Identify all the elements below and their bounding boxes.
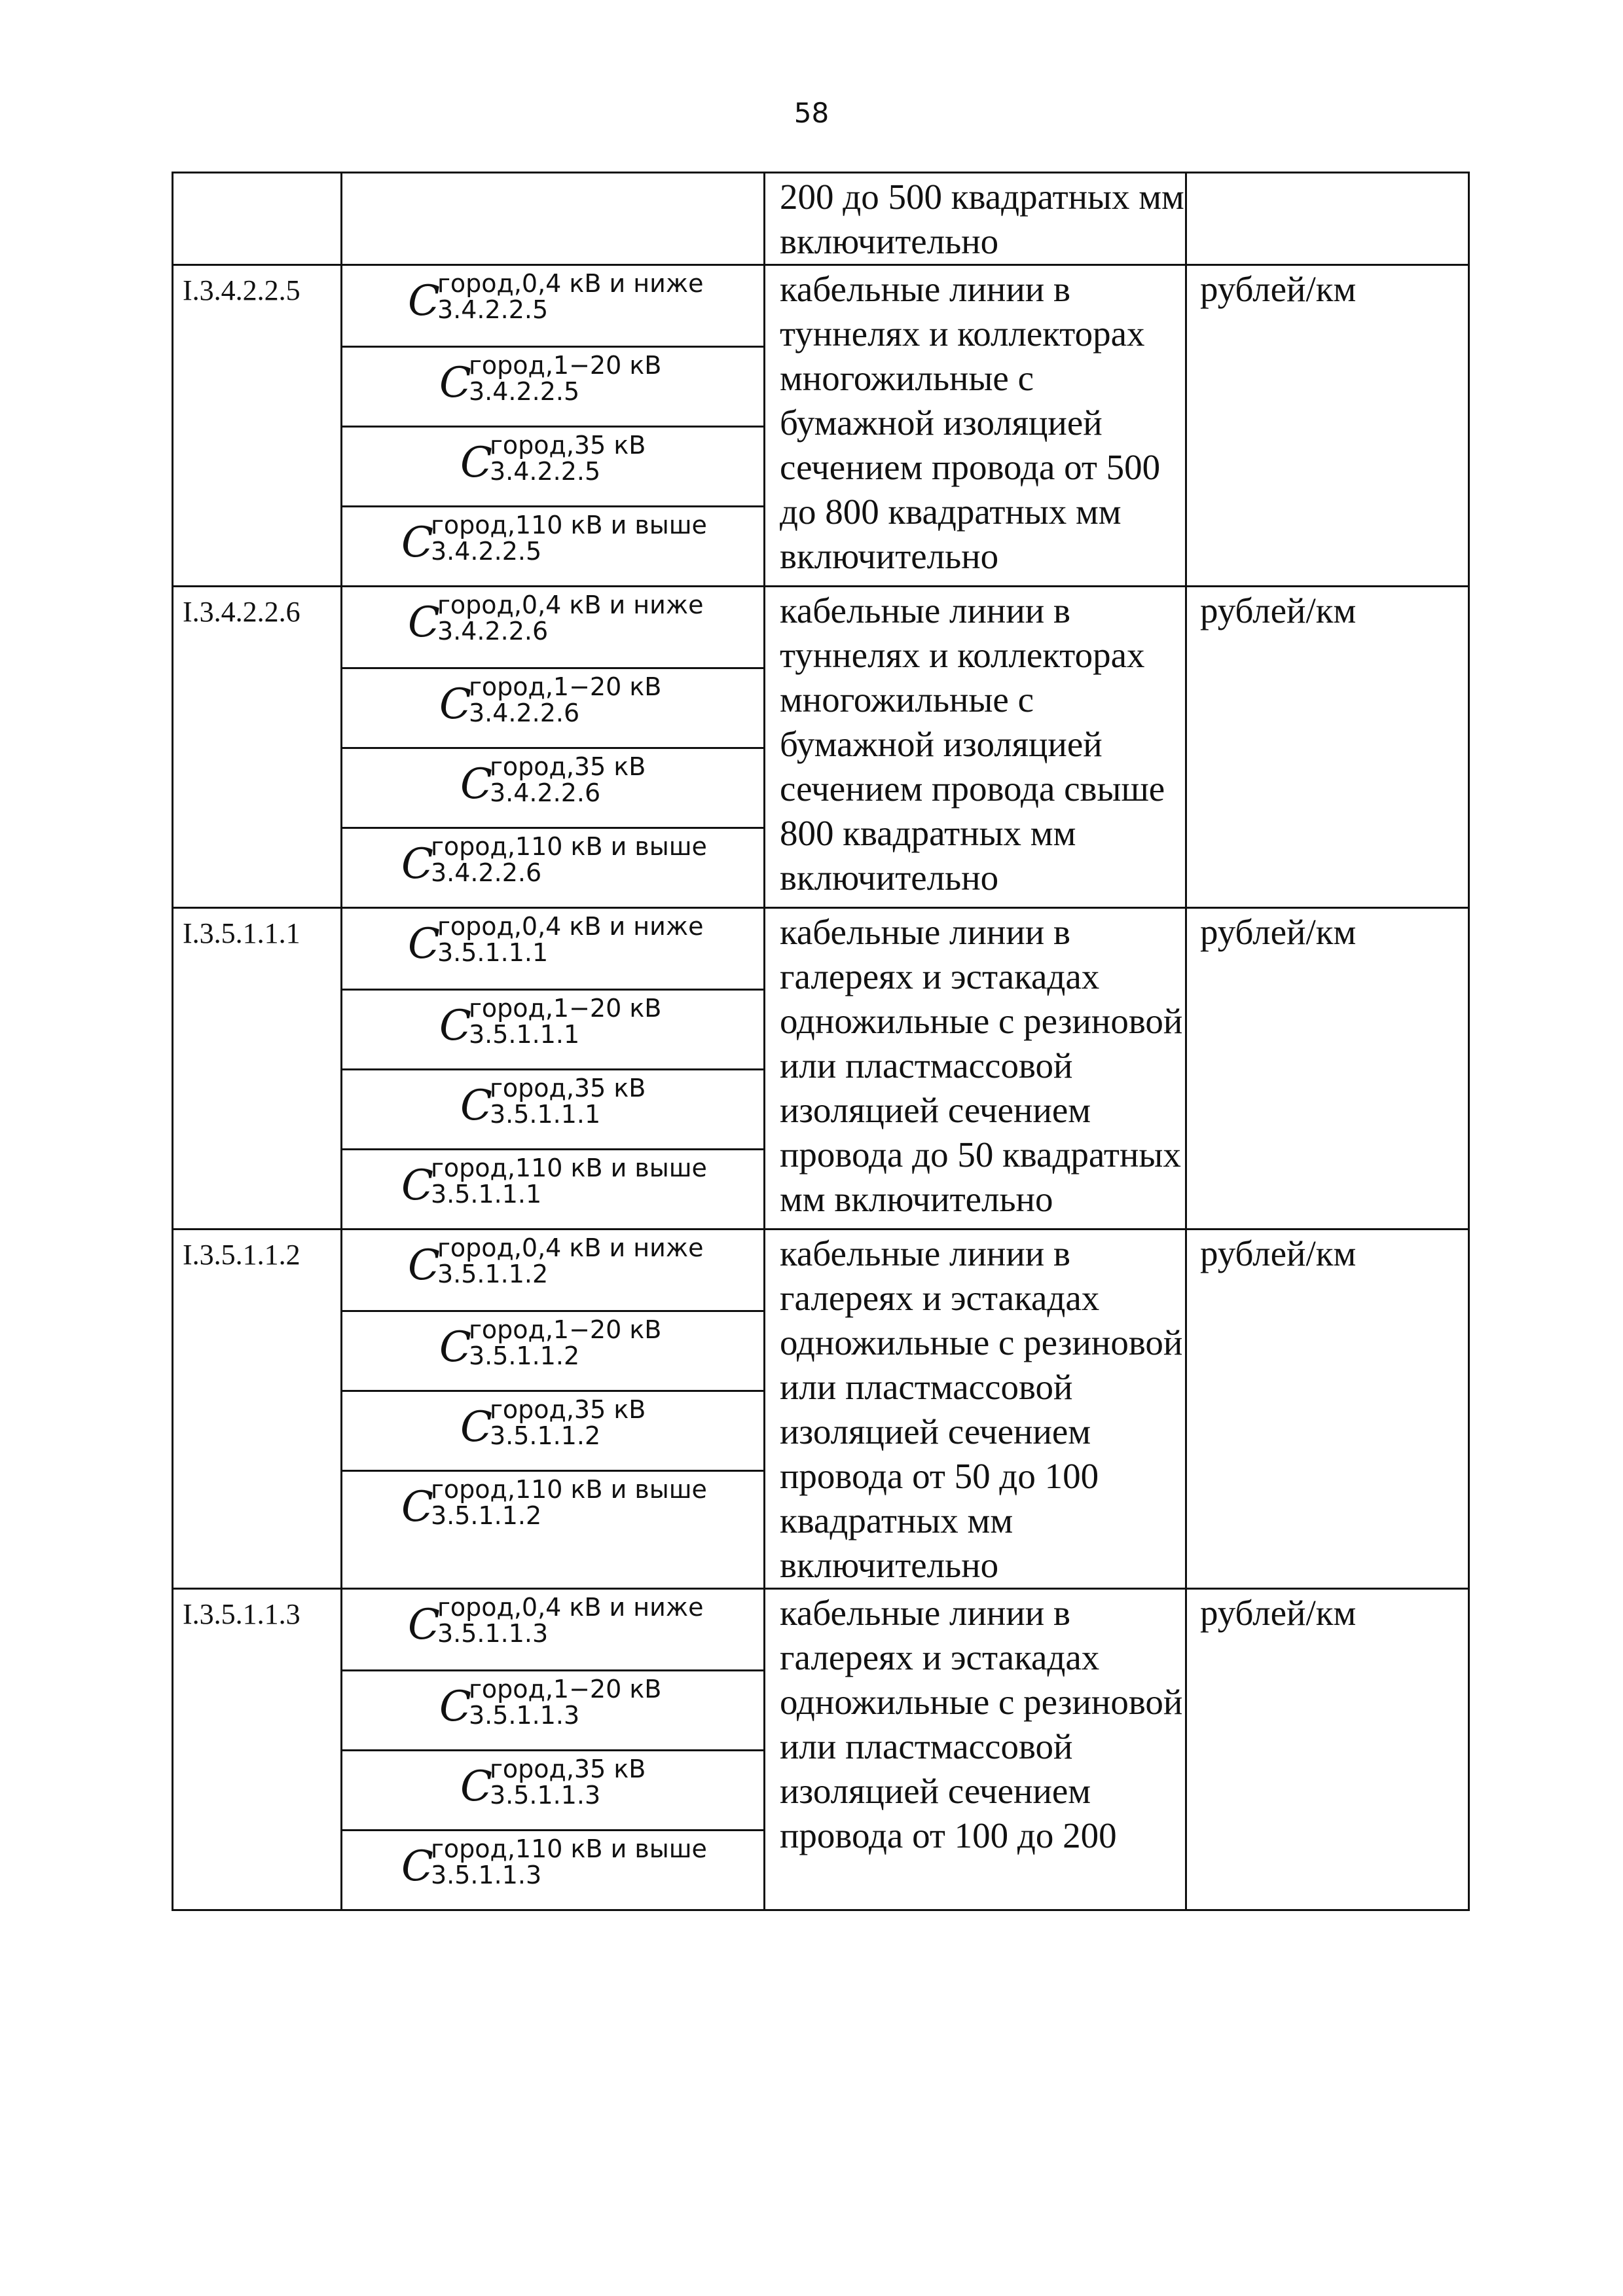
formula-superscript: город,0,4 кВ и ниже [437,1233,704,1262]
code-cell: I.3.4.2.2.6 [173,587,342,908]
formula-box-voltage-110 [342,827,763,907]
formula-symbol: C [439,680,471,729]
formula-subscript: 3.4.2.2.6 [468,699,580,727]
formula-superscript: город,35 кВ [489,752,646,781]
formula-subscript: 3.5.1.1.2 [437,1260,549,1288]
formula-symbol: C [401,519,433,567]
formula-symbol: C [401,1161,433,1210]
formula-superscript: город,110 кВ и выше [430,1834,707,1863]
code-cell: I.3.5.1.1.1 [173,908,342,1230]
formula-box-voltage-0-4 [342,1230,763,1310]
formula-symbol: C [401,840,433,888]
formula-subscript: 3.4.2.2.5 [489,457,601,486]
formula-box-voltage-1-20 [342,667,763,747]
unit-cell: рублей/км [1186,908,1469,1230]
formula-superscript: город,1−20 кВ [468,351,662,380]
formula-subscript: 3.4.2.2.5 [437,295,549,324]
formula-symbol: C [408,277,440,325]
formula-symbol: C [460,439,492,487]
formula-subscript: 3.5.1.1.1 [430,1180,542,1209]
description-cell: кабельные линии в галереях и эстакадах одножильные с резиновой или пластмассовой изоляцией сечением провода до 50 квадратных мм включительно [765,908,1186,1230]
description-cell: кабельные линии в туннелях и коллекторах многожильные с бумажной изоляцией сечением провода свыше 800 квадратных мм включительно [765,587,1186,908]
formula-box-voltage-110 [342,1829,763,1909]
formula-symbol: C [408,598,440,647]
formula [460,752,646,809]
formula [401,832,707,888]
formula-superscript: город,1−20 кВ [468,672,662,701]
formula-box-voltage-35 [342,426,763,505]
formula-symbol: C [408,920,440,968]
code-cell: I.3.4.2.2.5 [173,265,342,587]
table-row [173,587,1469,908]
formula [460,1755,646,1811]
formula [439,351,662,407]
formula-symbol: C [401,1842,433,1891]
tariff-table [172,172,1470,1911]
formula-subscript: 3.5.1.1.1 [468,1020,580,1049]
formula-superscript: город,0,4 кВ и ниже [437,591,704,619]
formula [439,1315,662,1372]
description-cell: кабельные линии в туннелях и коллекторах многожильные с бумажной изоляцией сечением провода от 500 до 800 квадратных мм включительно [765,265,1186,587]
formula-subscript: 3.5.1.1.1 [489,1100,601,1129]
formula-cell [342,265,765,587]
formula-box-voltage-0-4 [342,587,763,667]
formula-subscript: 3.5.1.1.3 [489,1781,601,1810]
formula-superscript: город,1−20 кВ [468,1675,662,1704]
formula [460,1074,646,1130]
formula [439,672,662,729]
description-cell: кабельные линии в галереях и эстакадах одножильные с резиновой или пластмассовой изоляцией сечением провода от 50 до 100 квадратных мм включительно [765,1230,1186,1589]
formula-symbol: C [460,760,492,809]
table-row [173,1589,1469,1910]
formula [439,994,662,1050]
formula [408,591,704,647]
formula-subscript: 3.5.1.1.3 [437,1619,549,1648]
code-cell [173,173,342,265]
formula [408,1233,704,1290]
formula [408,912,704,968]
formula-box-voltage-35 [342,1749,763,1829]
code-cell: I.3.5.1.1.3 [173,1589,342,1910]
formula-subscript: 3.5.1.1.3 [468,1701,580,1730]
formula-superscript: город,1−20 кВ [468,1315,662,1344]
formula [460,431,646,487]
unit-cell [1186,173,1469,265]
formula [408,1593,704,1649]
formula-symbol: C [439,359,471,407]
formula-box-voltage-1-20 [342,989,763,1068]
formula-box-voltage-110 [342,1148,763,1228]
formula-superscript: город,110 кВ и выше [430,1475,707,1504]
formula-subscript: 3.5.1.1.3 [430,1861,542,1889]
formula [408,269,704,325]
formula-subscript: 3.4.2.2.6 [430,858,542,887]
formula-box-voltage-35 [342,1068,763,1148]
formula-superscript: город,0,4 кВ и ниже [437,1593,704,1622]
formula-symbol: C [408,1241,440,1290]
formula-subscript: 3.4.2.2.6 [489,778,601,807]
formula-subscript: 3.5.1.1.1 [437,938,549,967]
formula-superscript: город,35 кВ [489,1074,646,1102]
description-cell: кабельные линии в галереях и эстакадах одножильные с резиновой или пластмассовой изоляцией сечением провода от 100 до 200 [765,1589,1186,1910]
table-row [173,265,1469,587]
unit-cell: рублей/км [1186,1230,1469,1589]
unit-cell: рублей/км [1186,1589,1469,1910]
formula-box-voltage-0-4 [342,266,763,346]
formula-symbol: C [460,1762,492,1811]
formula-subscript: 3.5.1.1.2 [430,1501,542,1530]
formula-box-voltage-1-20 [342,1310,763,1390]
formula-cell [342,1589,765,1910]
code-cell: I.3.5.1.1.2 [173,1230,342,1589]
formula-box-voltage-1-20 [342,1669,763,1749]
formula-cell [342,587,765,908]
table-row [173,1230,1469,1589]
formula [460,1395,646,1451]
formula [401,1154,707,1210]
formula-cell [342,173,765,265]
formula-symbol: C [439,1323,471,1372]
formula-box-voltage-110 [342,505,763,585]
formula-superscript: город,110 кВ и выше [430,832,707,861]
formula-box-voltage-35 [342,1390,763,1470]
formula-symbol: C [439,1683,471,1731]
formula [401,511,707,567]
formula-superscript: город,35 кВ [489,431,646,460]
table-row [173,908,1469,1230]
formula-subscript: 3.4.2.2.5 [468,377,580,406]
formula-symbol: C [439,1002,471,1050]
formula [439,1675,662,1731]
formula-symbol: C [460,1082,492,1130]
formula-superscript: город,110 кВ и выше [430,511,707,539]
formula-box-voltage-110 [342,1470,763,1550]
formula-subscript: 3.5.1.1.2 [468,1341,580,1370]
formula [401,1834,707,1891]
formula-box-voltage-1-20 [342,346,763,426]
unit-cell: рублей/км [1186,587,1469,908]
formula-superscript: город,35 кВ [489,1395,646,1424]
formula-superscript: город,110 кВ и выше [430,1154,707,1182]
description-cell: 200 до 500 квадратных мм включительно [765,173,1186,265]
formula-subscript: 3.5.1.1.2 [489,1421,601,1450]
formula-superscript: город,0,4 кВ и ниже [437,912,704,941]
formula-box-voltage-0-4 [342,1590,763,1669]
formula-symbol: C [401,1483,433,1531]
formula-cell [342,908,765,1230]
table-row-continuation [173,173,1469,265]
formula-subscript: 3.4.2.2.5 [430,537,542,566]
page-number: 58 [793,97,830,129]
formula-cell [342,1230,765,1589]
formula-symbol: C [460,1403,492,1451]
formula-superscript: город,0,4 кВ и ниже [437,269,704,298]
formula-box-voltage-0-4 [342,909,763,989]
formula [401,1475,707,1531]
formula-symbol: C [408,1601,440,1649]
formula-subscript: 3.4.2.2.6 [437,617,549,646]
formula-superscript: город,35 кВ [489,1755,646,1783]
formula-superscript: город,1−20 кВ [468,994,662,1023]
unit-cell: рублей/км [1186,265,1469,587]
formula-box-voltage-35 [342,747,763,827]
